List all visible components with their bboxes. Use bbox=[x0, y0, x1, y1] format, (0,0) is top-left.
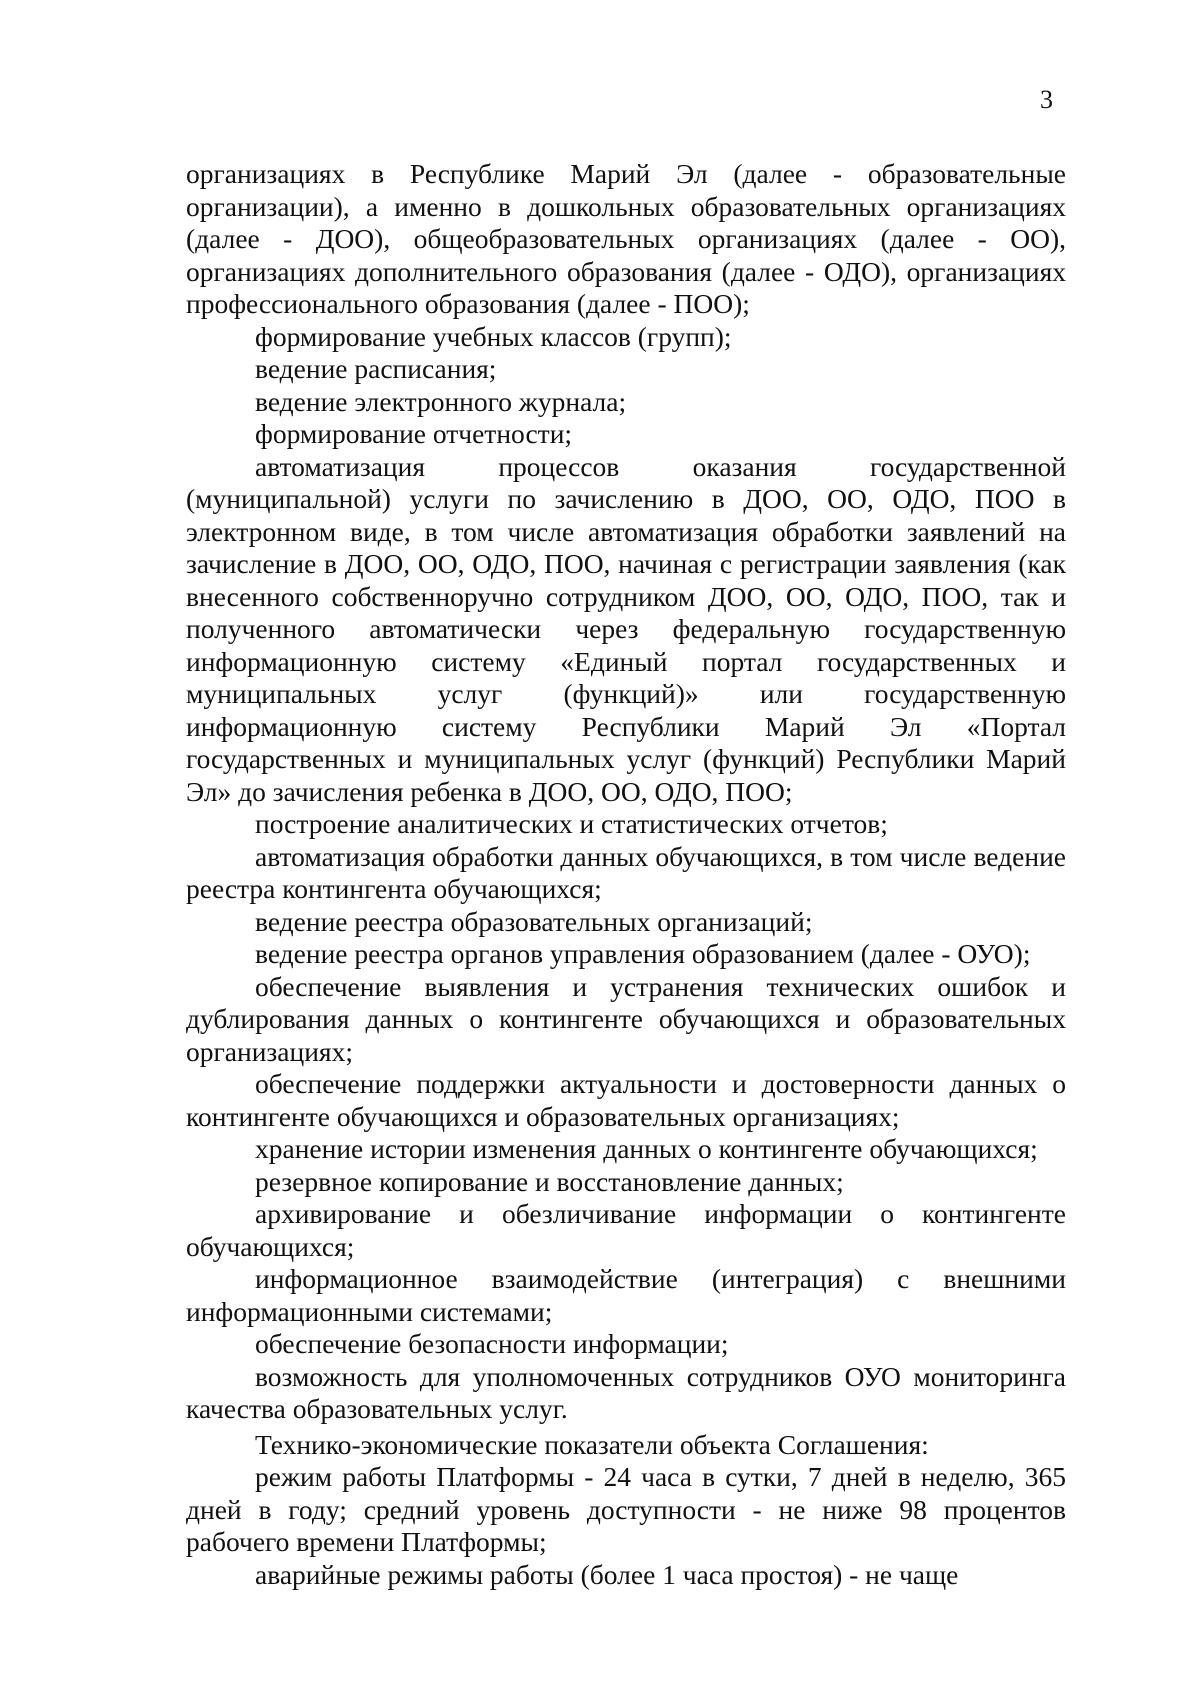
list-item-backup: резервное копирование и восстановление данных; bbox=[255, 1165, 844, 1197]
list-item-analytics: построение аналитических и статистических отчетов; bbox=[255, 808, 888, 839]
list-item-archiving: архивирование и обезличивание информации о контингенте обучающихся; bbox=[186, 1198, 1066, 1262]
list-item-security: обеспечение безопасности информации; bbox=[255, 1328, 729, 1359]
list-item-integration: информационное взаимодействие (интеграция) с внешними информационными системами; bbox=[186, 1263, 1066, 1327]
paragraph-continuation: организациях в Республике Марий Эл (далее - образовательные организации), а именно в дошкольных образовательных организациях (далее - ДОО), общеобразовательных организациях (далее - ОО), организациях дополнительного образования (далее - ОДО), организациях профессионального образования (далее - ПОО); bbox=[186, 158, 1066, 319]
section-heading-indicators: Технико-экономические показатели объекта Соглашения: bbox=[255, 1428, 929, 1460]
list-item-emergency-modes: аварийные режимы работы (более 1 часа простоя) - не чаще bbox=[255, 1558, 959, 1590]
list-item-enrollment-automation: автоматизация процессов оказания государственной (муниципальной) услуги по зачислению в ДОО, ОО, ОДО, ПОО в электронном виде, в том числе автоматизация обработки заявлений на зачисление в ДОО, ОО, ОДО, ПОО, начиная с регистрации заявления (как внесенного собственноручно сотрудником ДОО, ОО, ОДО, ПОО, так и полученного автоматически через федеральную государственную информационную систему «Единый портал государственных и муниципальных услуг (функций)» или государственную информационную систему Республики Марий Эл «Портал государственных и муниципальных услуг (функций) Республики Марий Эл» до зачисления ребенка в ДОО, ОО, ОДО, ПОО; bbox=[186, 450, 1066, 807]
list-item-reporting: формирование отчетности; bbox=[255, 418, 573, 449]
list-item-monitoring: возможность для уполномоченных сотрудников ОУО мониторинга качества образовательных услуг. bbox=[186, 1360, 1066, 1424]
list-item-history: хранение истории изменения данных о контингенте обучающихся; bbox=[255, 1133, 1038, 1164]
list-item-ouo-registry: ведение реестра органов управления образованием (далее - ОУО); bbox=[255, 938, 1031, 969]
document-body bbox=[186, 158, 1066, 1591]
list-item-student-data: автоматизация обработки данных обучающихся, в том числе ведение реестра контингента обучающихся; bbox=[186, 840, 1066, 904]
list-item-e-journal: ведение электронного журнала; bbox=[255, 385, 627, 417]
list-item-operating-mode: режим работы Платформы - 24 часа в сутки, 7 дней в неделю, 365 дней в году; средний уровень доступности - не ниже 98 процентов рабочего времени Платформы; bbox=[186, 1461, 1066, 1557]
list-item-schedule: ведение расписания; bbox=[255, 353, 497, 384]
page-number: 3 bbox=[1040, 85, 1053, 114]
list-item-class-formation: формирование учебных классов (групп); bbox=[255, 320, 732, 352]
list-item-error-detection: обеспечение выявления и устранения технических ошибок и дублирования данных о контингенте обучающихся и образовательных организациях; bbox=[186, 970, 1066, 1067]
list-item-org-registry: ведение реестра образовательных организаций; bbox=[255, 905, 813, 937]
list-item-data-accuracy: обеспечение поддержки актуальности и достоверности данных о контингенте обучающихся и образовательных организациях; bbox=[186, 1068, 1066, 1132]
